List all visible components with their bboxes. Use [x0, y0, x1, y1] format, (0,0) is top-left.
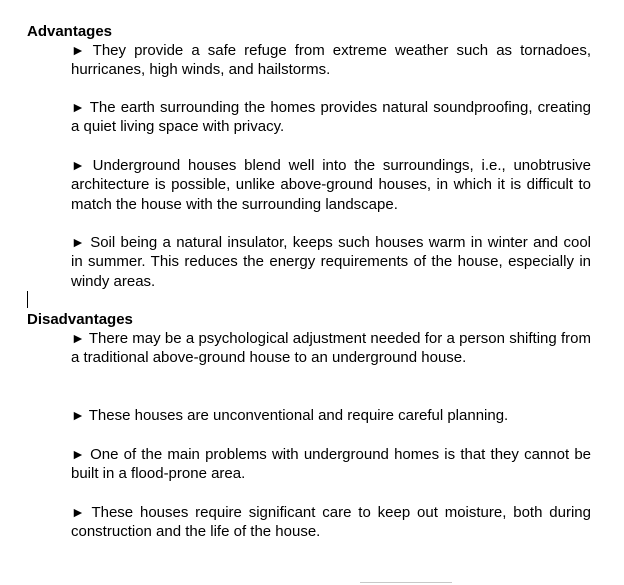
- disadvantage-text: These houses require significant care to keep out moisture, both during construction and the life of the house.: [71, 504, 591, 541]
- advantage-text: They provide a safe refuge from extreme weather such as tornadoes, hurricanes, high winds, and hailstorms.: [71, 42, 591, 79]
- bullet-arrow-icon: ►: [71, 446, 85, 462]
- advantage-text: Underground houses blend well into the surroundings, i.e., unobtrusive architecture is possible, unlike above-ground houses, in which it is difficult to match the house with the surrounding landscape.: [71, 157, 591, 213]
- bullet-arrow-icon: ►: [71, 99, 85, 115]
- bullet-arrow-icon: ►: [71, 330, 85, 346]
- bullet-arrow-icon: ►: [71, 407, 85, 423]
- text-cursor: [27, 291, 28, 308]
- advantage-item: [71, 98, 591, 137]
- advantage-text: The earth surrounding the homes provides natural soundproofing, creating a quiet living space with privacy.: [71, 99, 591, 136]
- advantage-item: [71, 41, 591, 80]
- bullet-arrow-icon: ►: [71, 157, 85, 173]
- bullet-arrow-icon: ►: [71, 42, 85, 58]
- advantage-item: [71, 233, 591, 291]
- disadvantage-item: [71, 329, 591, 368]
- advantage-text: Soil being a natural insulator, keeps such houses warm in winter and cool in summer. This reduces the energy requirements of the house, especially in windy areas.: [71, 234, 591, 290]
- bullet-arrow-icon: ►: [71, 234, 85, 250]
- advantages-heading: Advantages: [27, 23, 113, 40]
- disadvantage-item: [71, 503, 591, 542]
- disadvantage-text: One of the main problems with underground homes is that they cannot be built in a flood-prone area.: [71, 446, 592, 483]
- disadvantage-text: There may be a psychological adjustment needed for a person shifting from a traditional above-ground house to an underground house.: [71, 330, 591, 367]
- bullet-arrow-icon: ►: [71, 504, 85, 520]
- disadvantage-item: [71, 406, 591, 425]
- disadvantage-item: [71, 445, 591, 484]
- disadvantage-text: These houses are unconventional and require careful planning.: [88, 407, 509, 424]
- disadvantages-heading: Disadvantages: [27, 311, 133, 328]
- advantage-item: [71, 156, 591, 214]
- footer-divider: [360, 582, 452, 583]
